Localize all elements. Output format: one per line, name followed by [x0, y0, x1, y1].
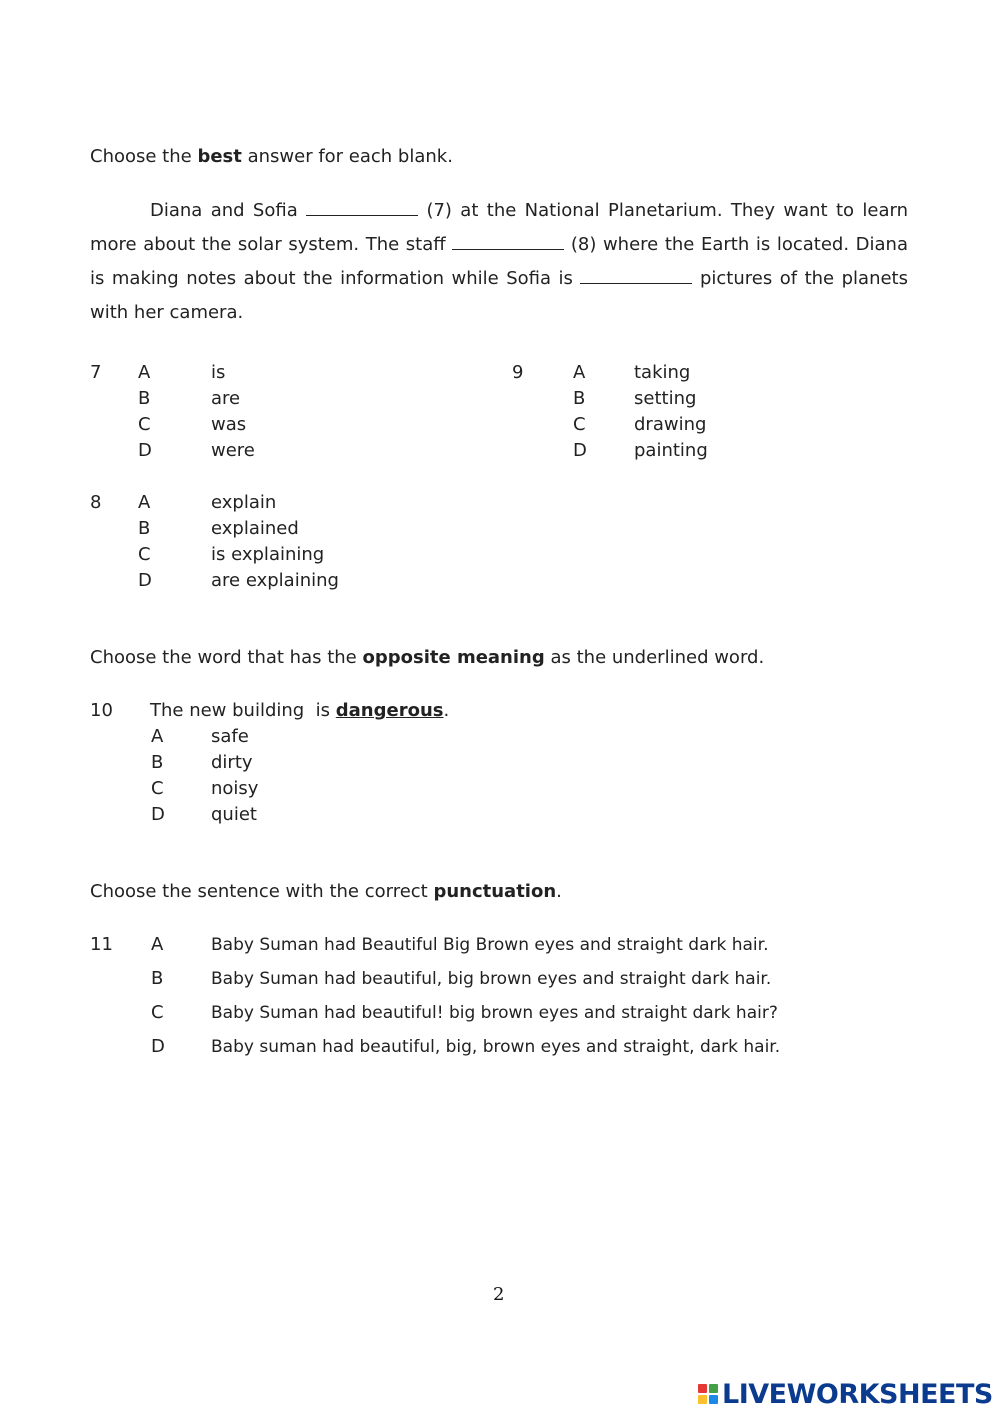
option-letter[interactable]: A [138, 492, 151, 513]
option-text[interactable]: taking [634, 362, 691, 383]
option-letter[interactable]: D [138, 440, 152, 461]
option-text[interactable]: setting [634, 388, 697, 409]
option-letter[interactable]: D [151, 804, 165, 825]
question-stem [150, 698, 449, 724]
option-text[interactable]: are [211, 388, 241, 409]
instruction-text: Choose the word that has the [90, 647, 363, 668]
blank-9[interactable] [580, 269, 692, 284]
passage-text: pictures of the planets with her camera. [90, 268, 908, 323]
liveworksheets-logo-icon [698, 1384, 718, 1404]
passage-text: (7) at the National Planetarium. They want to learn more about the solar system. The staff [90, 200, 908, 255]
option-letter[interactable]: C [573, 414, 586, 435]
option-letter[interactable]: D [138, 570, 152, 591]
option-letter[interactable]: D [573, 440, 587, 461]
option-text[interactable]: noisy [211, 778, 259, 799]
option-text[interactable]: Baby Suman had Beautiful Big Brown eyes and straight dark hair. [211, 935, 769, 955]
option-text[interactable]: was [211, 414, 247, 435]
option-text[interactable]: explained [211, 518, 299, 539]
question-number: 10 [90, 700, 113, 721]
page-number: 2 [493, 1284, 505, 1305]
blank-8[interactable] [452, 235, 564, 250]
option-text[interactable]: dirty [211, 752, 253, 773]
blank-7[interactable] [306, 201, 418, 216]
option-letter[interactable]: A [151, 726, 164, 747]
question-number: 7 [90, 362, 102, 383]
option-letter[interactable]: B [573, 388, 586, 409]
option-letter[interactable]: C [138, 414, 151, 435]
liveworksheets-logo [698, 1377, 993, 1411]
option-text[interactable]: is [211, 362, 226, 383]
instruction-text: Choose the [90, 146, 198, 167]
option-letter[interactable]: D [151, 1036, 165, 1057]
option-letter[interactable]: B [138, 388, 151, 409]
instruction-emphasis: punctuation [433, 881, 557, 902]
stem-text: The new building is [150, 700, 336, 721]
option-letter[interactable]: B [151, 968, 164, 989]
instruction-text: as the underlined word. [544, 647, 765, 668]
option-text[interactable]: are explaining [211, 570, 339, 591]
instruction-emphasis: best [197, 146, 242, 167]
option-text[interactable]: quiet [211, 804, 257, 825]
option-letter[interactable]: A [573, 362, 586, 383]
passage-text: Diana and Sofia [150, 200, 307, 221]
underlined-word: dangerous [335, 700, 444, 721]
instruction-opposite-meaning [90, 647, 764, 668]
instruction-text: answer for each blank. [241, 146, 453, 167]
question-number: 8 [90, 492, 102, 513]
option-text[interactable]: is explaining [211, 544, 325, 565]
passage-text: (8) where the Earth is located. Diana is making notes about the information while Sofia is [90, 234, 908, 289]
option-letter[interactable]: C [151, 1002, 164, 1023]
question-number: 11 [90, 934, 113, 955]
instruction-emphasis: opposite meaning [362, 647, 545, 668]
cloze-passage [90, 194, 908, 330]
instruction-text: Choose the sentence with the correct [90, 881, 434, 902]
option-letter[interactable]: C [151, 778, 164, 799]
option-text[interactable]: painting [634, 440, 708, 461]
option-letter[interactable]: A [138, 362, 151, 383]
option-text[interactable]: explain [211, 492, 277, 513]
instruction-punctuation [90, 881, 562, 902]
option-letter[interactable]: A [151, 934, 164, 955]
option-letter[interactable]: B [138, 518, 151, 539]
stem-text: . [443, 700, 450, 721]
option-text[interactable]: Baby suman had beautiful, big, brown eyes and straight, dark hair. [211, 1037, 781, 1057]
option-letter[interactable]: B [151, 752, 164, 773]
option-text[interactable]: safe [211, 726, 249, 747]
option-text[interactable]: Baby Suman had beautiful, big brown eyes and straight dark hair. [211, 969, 772, 989]
question-number: 9 [512, 362, 524, 383]
instruction-text: . [556, 881, 562, 902]
option-text[interactable]: were [211, 440, 255, 461]
option-text[interactable]: Baby Suman had beautiful! big brown eyes and straight dark hair? [211, 1003, 778, 1023]
option-letter[interactable]: C [138, 544, 151, 565]
option-text[interactable]: drawing [634, 414, 707, 435]
instruction-best-answer [90, 146, 453, 167]
liveworksheets-wordmark: LIVEWORKSHEETS [722, 1378, 993, 1410]
